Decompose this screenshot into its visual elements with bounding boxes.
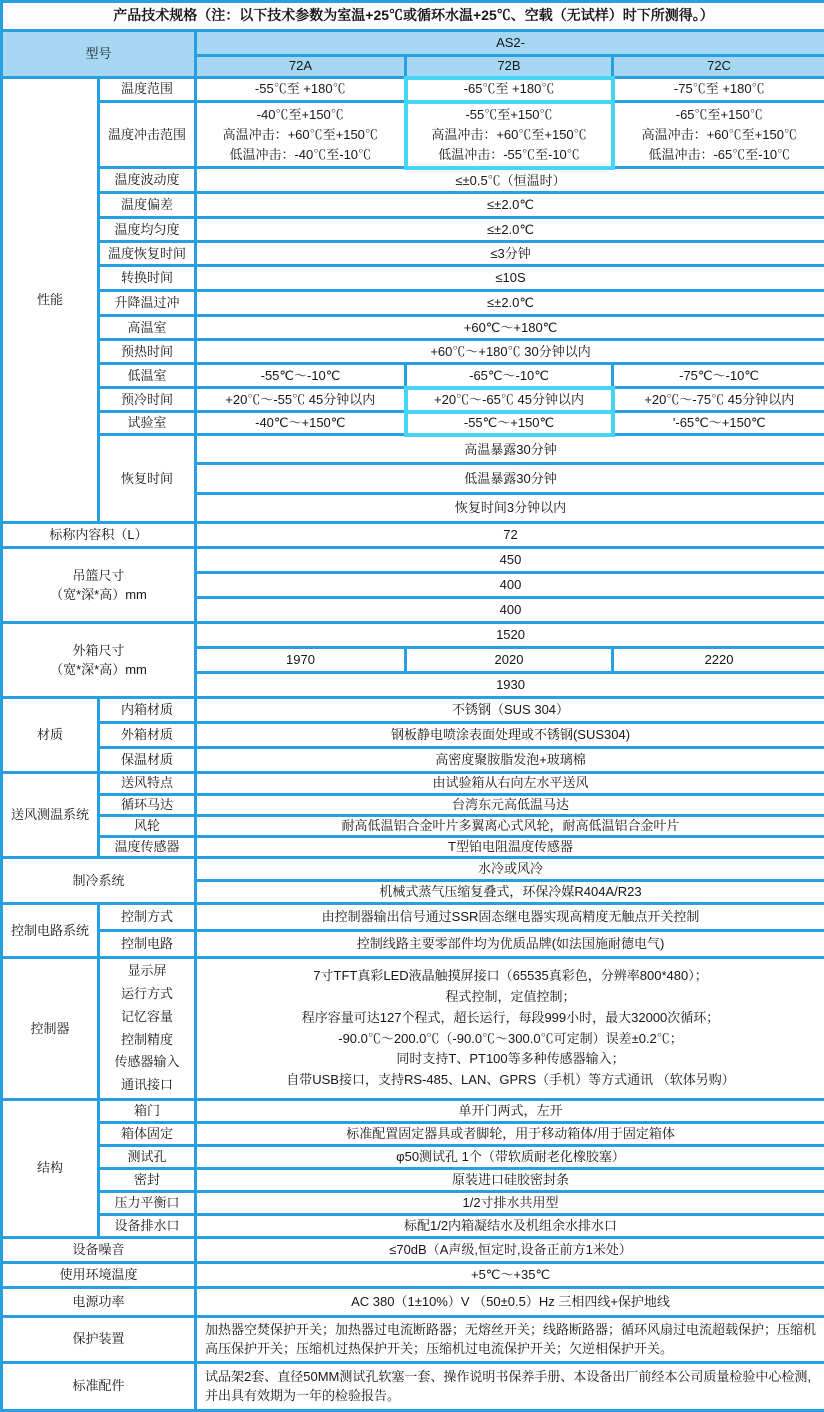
preheat-value: +60℃～+180℃ 30分钟以内 bbox=[196, 340, 824, 364]
control-method-value: 由控制器输出信号通过SSR固态继电器实现高精度无触点开关控制 bbox=[196, 904, 824, 931]
accessories-label: 标准配件 bbox=[2, 1362, 196, 1410]
row-uniformity bbox=[2, 218, 824, 242]
outer-box-depth-72a: 1970 bbox=[196, 648, 406, 673]
structure-pressure-value: 1/2寸排水共用型 bbox=[196, 1191, 824, 1214]
group-control-circuit: 控制电路系统 bbox=[2, 904, 99, 958]
shock-range-72c bbox=[613, 102, 824, 168]
cold-chamber-label: 低温室 bbox=[99, 364, 196, 388]
row-protection bbox=[2, 1316, 824, 1362]
row-airflow-motor bbox=[2, 794, 824, 815]
shock-72c-line1: -65℃至+150℃ bbox=[618, 105, 822, 125]
basket-depth: 400 bbox=[196, 573, 824, 598]
basket-width: 450 bbox=[196, 548, 824, 573]
structure-seal-label: 密封 bbox=[99, 1168, 196, 1191]
controller-sublabel-sensor-input: 传感器输入 bbox=[103, 1051, 191, 1074]
recovery-time-value: ≤3分钟 bbox=[196, 242, 824, 266]
group-controller: 控制器 bbox=[2, 958, 99, 1100]
controller-line-2: 程式控制，定值控制； bbox=[200, 987, 821, 1008]
row-transfer-time bbox=[2, 266, 824, 291]
outer-box-width: 1520 bbox=[196, 623, 824, 648]
controller-sublabel-memory: 记忆容量 bbox=[103, 1006, 191, 1029]
row-cold-chamber bbox=[2, 364, 824, 388]
outer-box-label-line2: （宽*深*高）mm bbox=[6, 660, 191, 680]
row-outer-1 bbox=[2, 623, 824, 648]
outer-box-height: 1930 bbox=[196, 673, 824, 698]
structure-seal-value: 原装进口硅胶密封条 bbox=[196, 1168, 824, 1191]
ambient-value: +5℃～+35℃ bbox=[196, 1262, 824, 1287]
model-label: 型号 bbox=[2, 31, 196, 78]
test-chamber-72c: '-65℃～+150℃ bbox=[613, 412, 824, 435]
recovery-value-1: 高温暴露30分钟 bbox=[196, 435, 824, 464]
cooling-value-2: 机械式蒸气压缩复叠式，环保冷媒R404A/R23 bbox=[196, 881, 824, 904]
controller-values bbox=[196, 958, 824, 1100]
row-airflow-fan bbox=[2, 815, 824, 836]
test-chamber-label: 试验室 bbox=[99, 412, 196, 435]
row-temp-range bbox=[2, 78, 824, 102]
row-structure-hole bbox=[2, 1145, 824, 1168]
row-material-inner bbox=[2, 698, 824, 723]
group-airflow: 送风测温系统 bbox=[2, 773, 99, 858]
airflow-fan-label: 风轮 bbox=[99, 815, 196, 836]
transfer-time-value: ≤10S bbox=[196, 266, 824, 291]
airflow-feature-label: 送风特点 bbox=[99, 773, 196, 794]
outer-box-depth-72b: 2020 bbox=[406, 648, 613, 673]
structure-door-value: 单开门两式，左开 bbox=[196, 1099, 824, 1122]
model-72a: 72A bbox=[196, 56, 406, 78]
outer-box-label-line1: 外箱尺寸 bbox=[6, 641, 191, 661]
airflow-fan-value: 耐高低温铝合金叶片多翼离心式风轮，耐高低温铝合金叶片 bbox=[196, 815, 824, 836]
structure-hole-label: 测试孔 bbox=[99, 1145, 196, 1168]
protection-label: 保护装置 bbox=[2, 1316, 196, 1362]
group-performance: 性能 bbox=[2, 78, 99, 523]
row-basket-1 bbox=[2, 548, 824, 573]
controller-line-5: 同时支持T、PT100等多种传感器输入； bbox=[200, 1049, 821, 1070]
basket-label bbox=[2, 548, 196, 623]
deviation-value: ≤±2.0℃ bbox=[196, 193, 824, 218]
table-title: 产品技术规格（注：以下技术参数为室温+25℃或循环水温+25℃、空载（无试样）时下所测得。） bbox=[2, 2, 824, 31]
control-circuit-label: 控制电路 bbox=[99, 931, 196, 958]
controller-line-4: -90.0℃～200.0℃（-90.0℃～300.0℃可定制）误差±0.2℃； bbox=[200, 1029, 821, 1050]
material-outer-value: 钢板静电喷涂表面处理或不锈钢(SUS304) bbox=[196, 723, 824, 748]
shock-72c-line3: 低温冲击：-65℃至-10℃ bbox=[618, 145, 822, 165]
control-circuit-value: 控制线路主要零部件均为优质品牌(如法国施耐德电气) bbox=[196, 931, 824, 958]
row-structure-fixing bbox=[2, 1122, 824, 1145]
uniformity-value: ≤±2.0℃ bbox=[196, 218, 824, 242]
controller-sublabel-comm: 通讯接口 bbox=[103, 1074, 191, 1097]
power-value: AC 380（1±10%）V （50±0.5）Hz 三相四线+保护地线 bbox=[196, 1287, 824, 1316]
shock-72b-line1: -55℃至+150℃ bbox=[411, 105, 608, 125]
row-deviation bbox=[2, 193, 824, 218]
controller-sublabel-display: 显示屏 bbox=[103, 960, 191, 983]
shock-72a-line1: -40℃至+150℃ bbox=[200, 105, 401, 125]
overshoot-label: 升降温过冲 bbox=[99, 291, 196, 316]
row-shock-range bbox=[2, 102, 824, 168]
protection-value: 加热器空焚保护开关；加热器过电流断路器；无熔丝开关；线路断路器；循环风扇过电流超载保护；压缩机高压保护开关；压缩机过热保护开关；压缩机过电流保护开关；欠逆相保护开关。 bbox=[196, 1316, 824, 1362]
row-material-outer bbox=[2, 723, 824, 748]
noise-label: 设备噪音 bbox=[2, 1237, 196, 1262]
material-outer-label: 外箱材质 bbox=[99, 723, 196, 748]
row-noise bbox=[2, 1237, 824, 1262]
basket-label-line1: 吊篮尺寸 bbox=[6, 566, 191, 586]
controller-line-1: 7寸TFT真彩LED液晶触摸屏接口（65535真彩色，分辨率800*480）； bbox=[200, 966, 821, 987]
structure-drain-label: 设备排水口 bbox=[99, 1214, 196, 1237]
airflow-motor-value: 台湾东元高低温马达 bbox=[196, 794, 824, 815]
model-72b: 72B bbox=[406, 56, 613, 78]
basket-label-line2: （宽*深*高）mm bbox=[6, 585, 191, 605]
basket-height: 400 bbox=[196, 598, 824, 623]
row-ambient bbox=[2, 1262, 824, 1287]
preheat-label: 预热时间 bbox=[99, 340, 196, 364]
volume-label: 标称内容积（L） bbox=[2, 523, 196, 548]
test-chamber-72b: -55℃～+150℃ bbox=[406, 412, 613, 435]
row-recovery-1 bbox=[2, 435, 824, 464]
shock-72b-line2: 高温冲击：+60℃至+150℃ bbox=[411, 125, 608, 145]
accessories-value: 试品架2套、直径50MM测试孔软塞一套、操作说明书保养手册、本设备出厂前经本公司质量检验中心检测,并出具有效期为一年的检验报告。 bbox=[196, 1362, 824, 1410]
row-structure-pressure bbox=[2, 1191, 824, 1214]
group-cooling: 制冷系统 bbox=[2, 858, 196, 904]
cold-chamber-72a: -55℃～-10℃ bbox=[196, 364, 406, 388]
test-chamber-72a: -40℃～+150℃ bbox=[196, 412, 406, 435]
hot-chamber-value: +60℃～+180℃ bbox=[196, 316, 824, 340]
controller-line-3: 程序容量可达127个程式，超长运行，每段999小时，最大32000次循环； bbox=[200, 1008, 821, 1029]
outer-box-label bbox=[2, 623, 196, 698]
recovery-value-3: 恢复时间3分钟以内 bbox=[196, 494, 824, 523]
shock-72a-line2: 高温冲击：+60℃至+150℃ bbox=[200, 125, 401, 145]
recovery-label: 恢复时间 bbox=[99, 435, 196, 523]
structure-fixing-value: 标准配置固定器具或者脚轮，用于移动箱体/用于固定箱体 bbox=[196, 1122, 824, 1145]
row-cooling-1 bbox=[2, 858, 824, 881]
airflow-motor-label: 循环马达 bbox=[99, 794, 196, 815]
control-method-label: 控制方式 bbox=[99, 904, 196, 931]
structure-fixing-label: 箱体固定 bbox=[99, 1122, 196, 1145]
precool-label: 预冷时间 bbox=[99, 388, 196, 412]
row-airflow-feature bbox=[2, 773, 824, 794]
row-volume bbox=[2, 523, 824, 548]
material-insulation-label: 保温材质 bbox=[99, 748, 196, 773]
material-inner-label: 内箱材质 bbox=[99, 698, 196, 723]
shock-72c-line2: 高温冲击：+60℃至+150℃ bbox=[618, 125, 822, 145]
temp-range-label: 温度范围 bbox=[99, 78, 196, 102]
precool-72b: +20℃～-65℃ 45分钟以内 bbox=[406, 388, 613, 412]
row-structure-seal bbox=[2, 1168, 824, 1191]
controller-line-6: 自带USB接口，支持RS-485、LAN、GPRS（手机）等方式通讯 （软体另购） bbox=[200, 1070, 821, 1091]
transfer-time-label: 转换时间 bbox=[99, 266, 196, 291]
hot-chamber-label: 高温室 bbox=[99, 316, 196, 340]
structure-drain-value: 标配1/2内箱凝结水及机组余水排水口 bbox=[196, 1214, 824, 1237]
controller-sublabel-precision: 控制精度 bbox=[103, 1029, 191, 1052]
airflow-sensor-label: 温度传感器 bbox=[99, 837, 196, 858]
uniformity-label: 温度均匀度 bbox=[99, 218, 196, 242]
shock-72b-line3: 低温冲击：-55℃至-10℃ bbox=[411, 145, 608, 165]
fluctuation-label: 温度波动度 bbox=[99, 168, 196, 193]
cold-chamber-72b: -65℃～-10℃ bbox=[406, 364, 613, 388]
deviation-label: 温度偏差 bbox=[99, 193, 196, 218]
row-airflow-sensor bbox=[2, 837, 824, 858]
row-control-circuit bbox=[2, 931, 824, 958]
shock-range-label: 温度冲击范围 bbox=[99, 102, 196, 168]
row-controller bbox=[2, 958, 824, 1100]
structure-door-label: 箱门 bbox=[99, 1099, 196, 1122]
group-structure: 结构 bbox=[2, 1099, 99, 1237]
row-recovery-time bbox=[2, 242, 824, 266]
temp-range-72a: -55℃至 +180℃ bbox=[196, 78, 406, 102]
material-insulation-value: 高密度聚胺脂发泡+玻璃棉 bbox=[196, 748, 824, 773]
group-material: 材质 bbox=[2, 698, 99, 773]
controller-sublabels bbox=[99, 958, 196, 1100]
ambient-label: 使用环境温度 bbox=[2, 1262, 196, 1287]
row-preheat bbox=[2, 340, 824, 364]
material-inner-value: 不锈钢（SUS 304） bbox=[196, 698, 824, 723]
row-power bbox=[2, 1287, 824, 1316]
row-accessories bbox=[2, 1362, 824, 1410]
airflow-sensor-value: T型铂电阻温度传感器 bbox=[196, 837, 824, 858]
recovery-time-label: 温度恢复时间 bbox=[99, 242, 196, 266]
cold-chamber-72c: -75℃～-10℃ bbox=[613, 364, 824, 388]
structure-pressure-label: 压力平衡口 bbox=[99, 1191, 196, 1214]
shock-range-72a bbox=[196, 102, 406, 168]
structure-hole-value: φ50测试孔 1个（带软质耐老化橡胶塞） bbox=[196, 1145, 824, 1168]
temp-range-72b: -65℃至 +180℃ bbox=[406, 78, 613, 102]
precool-72a: +20℃～-55℃ 45分钟以内 bbox=[196, 388, 406, 412]
overshoot-value: ≤±2.0℃ bbox=[196, 291, 824, 316]
shock-72a-line3: 低温冲击：-40℃至-10℃ bbox=[200, 145, 401, 165]
fluctuation-value: ≤±0.5℃（恒温时） bbox=[196, 168, 824, 193]
row-overshoot bbox=[2, 291, 824, 316]
row-fluctuation bbox=[2, 168, 824, 193]
controller-sublabel-mode: 运行方式 bbox=[103, 983, 191, 1006]
row-hot-chamber bbox=[2, 316, 824, 340]
power-label: 电源功率 bbox=[2, 1287, 196, 1316]
precool-72c: +20℃～-75℃ 45分钟以内 bbox=[613, 388, 824, 412]
shock-range-72b bbox=[406, 102, 613, 168]
row-precool bbox=[2, 388, 824, 412]
row-structure-door bbox=[2, 1099, 824, 1122]
row-test-chamber bbox=[2, 412, 824, 435]
model-72c: 72C bbox=[613, 56, 824, 78]
recovery-value-2: 低温暴露30分钟 bbox=[196, 464, 824, 494]
temp-range-72c: -75℃至 +180℃ bbox=[613, 78, 824, 102]
row-structure-drain bbox=[2, 1214, 824, 1237]
volume-value: 72 bbox=[196, 523, 824, 548]
outer-box-depth-72c: 2220 bbox=[613, 648, 824, 673]
noise-value: ≤70dB（A声级,恒定时,设备正前方1米处） bbox=[196, 1237, 824, 1262]
airflow-feature-value: 由试验箱从右向左水平送风 bbox=[196, 773, 824, 794]
cooling-value-1: 水冷或风冷 bbox=[196, 858, 824, 881]
row-material-insulation bbox=[2, 748, 824, 773]
series-name: AS2- bbox=[196, 31, 824, 56]
row-control-method bbox=[2, 904, 824, 931]
